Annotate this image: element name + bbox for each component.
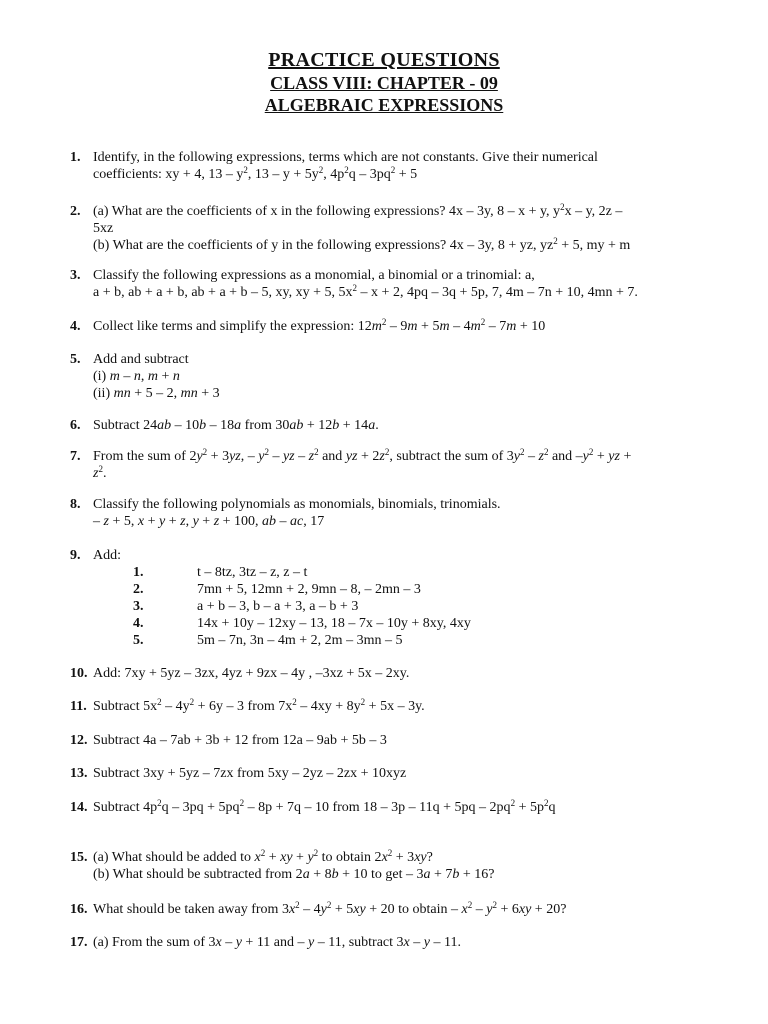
question-9: 9. Add: 1. t – 8tz, 3tz – z, z – t 2. 7mn + 5, 12mn + 2, 9mn – 8, – 2mn – 3 3. a + b – 3, b – a + 3, a – b + 3 4. 14x + 10y – 12xy – 13, 18 – 7x – 10y + 8xy, 4xy 5. 5m – 7n, 3n – 4m + 2, 2m – 3mn – 5 [70, 547, 710, 649]
question-6: 6. Subtract 24ab – 10b – 18a from 30ab + 12b + 14a. [70, 418, 379, 433]
list-item: 1. t – 8tz, 3tz – z, z – t [133, 565, 308, 580]
question-2: 2. (a) What are the coefficients of x in the following expressions? 4x – 3y, 8 – x + y, $y^2x$ – y, 2z – 5xz (b) What are the coefficients of y in the following expressions? 4x – 3y, 8 + yz, $yz^2 + 5$, my + m [70, 202, 631, 253]
chapter-title: ALGEBRAIC EXPRESSIONS [264, 95, 504, 115]
list-item: 5. 5m – 7n, 3n – 4m + 2, 2m – 3mn – 5 [133, 633, 403, 648]
question-17: 17. (a) From the sum of 3x – y + 11 and – y – 11, subtract 3x – y – 11. [70, 935, 461, 950]
question-5: 5. Add and subtract (i) m – n, m + n (ii) mn + 5 – 2, mn + 3 [70, 352, 220, 401]
class-chapter-heading: CLASS VIII: CHAPTER - 09 [270, 73, 498, 93]
question-15: 15. (a) What should be added to $x^2$ + xy + $y^2$ to obtain $2x^2 + 3xy$? (b) What should be subtracted from 2a + 8b + 10 to get – 3a + 7b + 16? [70, 848, 495, 882]
question-10: 10. Add: 7xy + 5yz – 3zx, 4yz + 9zx – 4y , –3xz + 5x – 2xy. [70, 666, 410, 681]
question-3: 3. Classify the following expressions as a monomial, a binomial or a trinomial: a, a + b, ab + a + b, ab + a + b – 5, xy, xy + 5, $5x^2 - x + 2$, 4pq – 3q + 5p, 7, 4m – 7n + 10, 4mn + 7. [70, 268, 638, 300]
question-1: 1. Identify, in the following expressions, terms which are not constants. Give their numerical coefficients: xy + 4, $13 - y^2$, $13 - y + 5y^2$, $4p^2q - 3pq^2 + 5$ [70, 150, 598, 182]
list-item: 2. 7mn + 5, 12mn + 2, 9mn – 8, – 2mn – 3 [133, 582, 421, 597]
question-14: 14. Subtract $4p^2q - 3pq + 5pq^2 - 8p + 7q - 10$ from $18 - 3p - 11q + 5pq - 2pq^2 + 5p^2q$ [70, 798, 556, 815]
list-item: 3. a + b – 3, b – a + 3, a – b + 3 [133, 599, 359, 614]
question-16: 16. What should be taken away from $3x^2 - 4y^2 + 5xy + 20$ to obtain – $x^2 - y^2 + 6xy + 20$? [70, 900, 567, 917]
question-8: 8. Classify the following polynomials as monomials, binomials, trinomials. – z + 5, x + y + z, y + z + 100, ab – ac, 17 [70, 497, 501, 529]
question-7: 7. From the sum of $2y^2 + 3yz$, – $y^2$ – yz – $z^2$ and yz + $2z^2$, subtract the sum of $3y^2 - z^2$ and $-y^2$ + yz + $z^2$. [70, 447, 632, 481]
question-13: 13. Subtract 3xy + 5yz – 7zx from 5xy – 2yz – 2zx + 10xyz [70, 766, 407, 781]
page-title: PRACTICE QUESTIONS [268, 49, 500, 71]
document-header [0, 48, 768, 116]
question-12: 12. Subtract 4a – 7ab + 3b + 12 from 12a – 9ab + 5b – 3 [70, 733, 387, 748]
question-11: 11. Subtract $5x^2 - 4y^2 + 6y - 3$ from $7x^2 - 4xy + 8y^2 + 5x - 3y$. [70, 697, 425, 714]
list-item: 4. 14x + 10y – 12xy – 13, 18 – 7x – 10y + 8xy, 4xy [133, 616, 471, 631]
question-4: 4. Collect like terms and simplify the expression: $12m^2 - 9m + 5m - 4m^2 - 7m + 10$ [70, 317, 546, 334]
